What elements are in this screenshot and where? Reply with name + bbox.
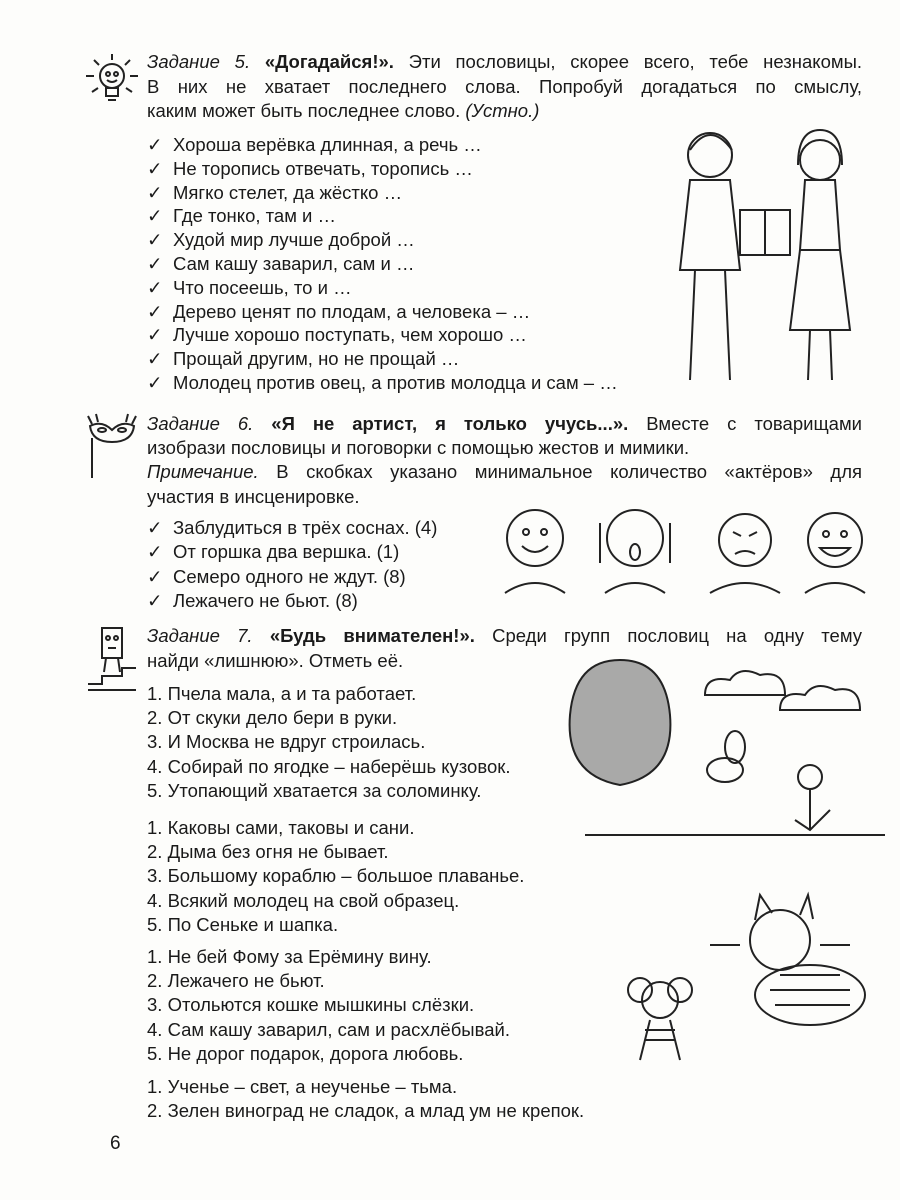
- task7-group-1-item: [147, 779, 481, 803]
- task7-group-3-item-text: 2. Лежачего не бьют.: [147, 970, 325, 992]
- checkmark-icon: ✓: [147, 589, 163, 611]
- checkmark-icon: ✓: [147, 517, 163, 538]
- task7-group-2-item-text: 1. Каковы сами, таковы и сани.: [147, 817, 415, 838]
- task5-proverb-item-text: Что посеешь, то и …: [173, 276, 352, 298]
- task5-proverb-item-text: Где тонко, там и …: [173, 205, 337, 227]
- task5-proverb-item: [147, 157, 473, 181]
- figure-on-steps-icon: [82, 624, 142, 694]
- task7-line-2: найди «лишнюю». Отметь её.: [147, 650, 404, 671]
- checkmark-icon: ✓: [147, 276, 163, 298]
- task7-group-2-item-text: 4. Всякий молодец на свой образец.: [147, 889, 460, 911]
- task7-group-3-item: [147, 945, 432, 969]
- task7-group-1-item: [147, 706, 397, 730]
- task7-group-2-item: [147, 889, 459, 913]
- task6-proverb-item-text: Лежачего не бьют. (8): [173, 589, 358, 611]
- task6-proverb-item: [147, 589, 358, 613]
- task5-line-1: Задание 5. «Догадайся!». Эти пословицы, скорее всего, тебе незнакомы.: [147, 51, 863, 72]
- task7-group-4-item-text: 2. Зелен виноград не сладок, а млад ум не крепок.: [147, 1100, 585, 1122]
- checkmark-icon: ✓: [147, 253, 163, 274]
- task5-proverb-item-text: Дерево ценят по плодам, а человека – …: [173, 300, 531, 322]
- task7-group-2-item: [147, 913, 338, 937]
- task7-group-3-item: [147, 969, 325, 993]
- task7-group-2-item: [147, 816, 414, 840]
- task7-group-4-item: [147, 1099, 584, 1123]
- task5-line-2: В них не хватает последнего слова. Попробуй догадаться по смыслу,: [147, 76, 862, 97]
- checkmark-icon: ✓: [147, 205, 163, 227]
- checkmark-icon: ✓: [147, 134, 163, 155]
- checkmark-icon: ✓: [147, 324, 163, 346]
- task7-group-4-item-text: 1. Ученье – свет, а неученье – тьма.: [147, 1076, 458, 1097]
- task7-group-3-item: [147, 1042, 463, 1066]
- task6-proverb-item-text: Семеро одного не ждут. (8): [173, 565, 406, 587]
- task5-proverb-item-text: Мягко стелет, да жёстко …: [173, 181, 403, 203]
- task7-group-2-item-text: 2. Дыма без огня не бывает.: [147, 841, 389, 863]
- task5-proverb-item-text: Худой мир лучше доброй …: [173, 229, 415, 251]
- task5-proverb-item: [147, 276, 352, 300]
- beehive-bee-clouds-illustration: [565, 655, 885, 845]
- task5-proverb-item-text: Лучше хорошо поступать, чем хорошо …: [173, 324, 527, 346]
- task5-proverb-item: [147, 323, 527, 347]
- task5-proverb-item: [147, 181, 402, 205]
- task5-proverb-item: [147, 228, 415, 252]
- task7-group-2-item: [147, 840, 389, 864]
- task7-line-1: Задание 7. «Будь внимателен!». Среди групп пословиц на одну тему: [147, 625, 863, 646]
- checkmark-icon: ✓: [147, 372, 163, 393]
- task6-proverb-item: [147, 540, 399, 564]
- task5-proverb-item: [147, 300, 530, 324]
- task6-note: Примечание. В скобках указано минимальное количество «актёров» для: [147, 461, 863, 482]
- task5-proverb-item-text: Не торопись отвечать, торопись …: [173, 157, 473, 179]
- task5-proverb-item: [147, 252, 415, 276]
- task5-proverb-item: [147, 371, 618, 395]
- cat-and-mouse-illustration: [600, 880, 885, 1080]
- task5-line-3: каким может быть последнее слово. (Устно.): [147, 100, 540, 121]
- task7-group-1-item: [147, 730, 425, 754]
- task5-proverb-item: [147, 133, 482, 157]
- checkmark-icon: ✓: [147, 541, 163, 563]
- task5-proverb-item: [147, 204, 336, 228]
- lightbulb-icon: [82, 50, 142, 110]
- task7-group-3-item: [147, 1018, 510, 1042]
- task7-group-2-item-text: 3. Большому кораблю – большое плаванье.: [147, 865, 525, 887]
- task6-proverb-item: [147, 565, 406, 589]
- task7-group-2-item: [147, 864, 524, 888]
- task7-group-1-item-text: 3. И Москва не вдруг строилась.: [147, 731, 426, 753]
- task6-proverb-item: [147, 516, 437, 540]
- checkmark-icon: ✓: [147, 229, 163, 251]
- task6-line-1: Задание 6. «Я не артист, я только учусь...». Вместе с товарищами: [147, 413, 863, 434]
- task6-proverb-item-text: От горшка два вершка. (1): [173, 541, 400, 563]
- theatre-mask-icon: [82, 412, 142, 482]
- task7-group-1-item: [147, 682, 416, 706]
- faces-illustration: [490, 498, 880, 598]
- task7-group-3-item-text: 4. Сам кашу заварил, сам и расхлёбывай.: [147, 1018, 510, 1040]
- checkmark-icon: ✓: [147, 181, 163, 203]
- task7-group-3-item-text: 3. Отольются кошке мышкины слёзки.: [147, 994, 475, 1016]
- checkmark-icon: ✓: [147, 565, 163, 587]
- task5-proverb-item-text: Сам кашу заварил, сам и …: [173, 253, 415, 274]
- checkmark-icon: ✓: [147, 157, 163, 179]
- task5-proverb-item-text: Прощай другим, но не прощай …: [173, 348, 460, 370]
- task5-proverb-item: [147, 347, 459, 371]
- boy-and-girl-illustration: [660, 120, 870, 390]
- task7-group-3-item-text: 1. Не бей Фому за Ерёмину вину.: [147, 946, 432, 967]
- task7-group-3-item: [147, 993, 474, 1017]
- task7-group-1-item: [147, 755, 510, 779]
- checkmark-icon: ✓: [147, 300, 163, 322]
- task7-group-1-item-text: 1. Пчела мала, а и та работает.: [147, 683, 417, 704]
- task7-group-3-item-text: 5. Не дорог подарок, дорога любовь.: [147, 1042, 464, 1064]
- task7-group-2-item-text: 5. По Сеньке и шапка.: [147, 913, 339, 935]
- task5-proverb-item-text: Хороша верёвка длинная, а речь …: [173, 134, 482, 155]
- task7-group-1-item-text: 2. От скуки дело бери в руки.: [147, 707, 398, 729]
- task7-group-1-item-text: 5. Утопающий хватается за соломинку.: [147, 779, 482, 801]
- task7-group-1-item-text: 4. Собирай по ягодке – наберёшь кузовок.: [147, 755, 511, 777]
- task6-line-2: изобрази пословицы и поговорки с помощью жестов и мимики.: [147, 437, 690, 458]
- task7-group-4-item: [147, 1075, 457, 1099]
- page-number: 6: [110, 1133, 121, 1154]
- task5-proverb-item-text: Молодец против овец, а против молодца и сам – …: [173, 372, 618, 393]
- checkmark-icon: ✓: [147, 348, 163, 370]
- task6-proverb-item-text: Заблудиться в трёх соснах. (4): [173, 517, 438, 538]
- task6-note-2: участия в инсценировке.: [147, 486, 360, 507]
